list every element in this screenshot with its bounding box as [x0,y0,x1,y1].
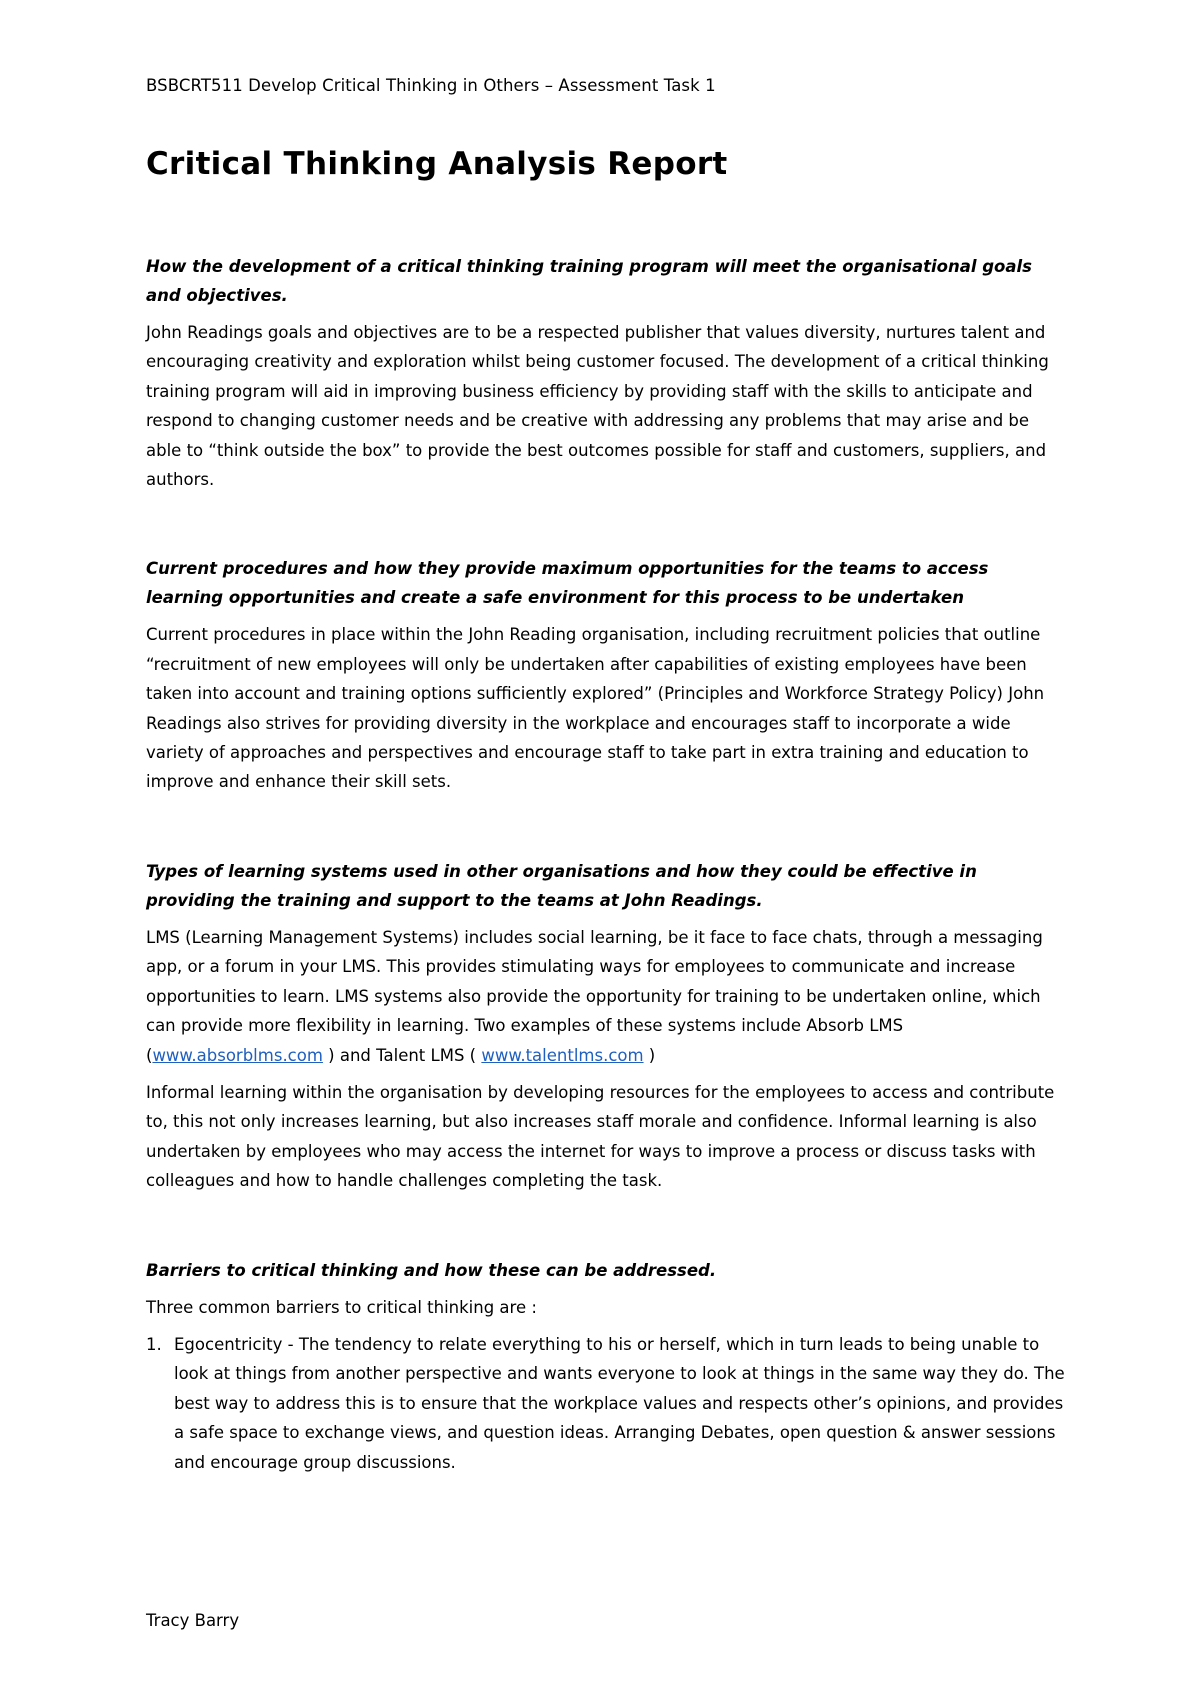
section-paragraph: Current procedures in place within the John Reading organisation, including recruitment policies that outline “recruitment of new employees will only be undertaken after capabilities of existing employees have been taken into account and training options sufficiently explored” (Principles and Workforce Strategy Policy) John Readings also strives for providing diversity in the workplace and encourages staff to incorporate a wide variety of approaches and perspectives and encourage staff to take part in extra training and education to improve and enhance their skill sets. [146,625,1045,792]
page-title: Critical Thinking Analysis Report [146,146,728,182]
section-paragraph-lms [146,923,1066,1070]
talentlms-link[interactable]: www.talentlms.com [481,1045,644,1065]
barriers-intro: Three common barriers to critical thinking are : [146,1297,537,1317]
section-barriers [146,1256,1066,1477]
section-heading: Types of learning systems used in other organisations and how they could be effective in providing the training and support to the teams at John Readings. [146,861,977,910]
list-item-number: 1. [146,1334,162,1354]
document-page [146,0,1066,1698]
section-paragraph: John Readings goals and objectives are to be a respected publisher that values diversity, nurtures talent and encouraging creativity and exploration whilst being customer focused. The development of a critical thinking training program will aid in improving business efficiency by providing staff with the skills to anticipate and respond to changing customer needs and be creative with addressing any problems that may arise and be able to “think outside the box” to provide the best outcomes possible for staff and customers, suppliers, and authors. [146,323,1049,490]
section-paragraph-informal: Informal learning within the organisation by developing resources for the employees to access and contribute to, this not only increases learning, but also increases staff morale and confidence. Informal learning is also undertaken by employees who may access the internet for ways to improve a process or discuss tasks with colleagues and how to handle challenges completing the task. [146,1082,1055,1191]
barriers-list [146,1330,1066,1477]
page-header: BSBCRT511 Develop Critical Thinking in Others – Assessment Task 1 [146,76,716,95]
section-heading: Barriers to critical thinking and how these can be addressed. [146,1260,717,1280]
document-body [146,252,1066,1477]
section-learning-systems [146,857,1066,1196]
section-spacer [146,1204,1066,1256]
section-current-procedures [146,554,1066,796]
section-organisational-goals [146,252,1066,494]
list-item-text: Egocentricity - The tendency to relate everything to his or herself, which in turn leads to being unable to look at things from another perspective and wants everyone to look at things in the same way they do. The best way to address this is to ensure that the workplace values and respects other’s opinions, and provides a safe space to exchange views, and question ideas. Arranging Debates, open question & answer sessions and encourage group discussions. [174,1334,1065,1472]
lms-text-middle: ) and Talent LMS ( [322,1045,482,1065]
section-heading: How the development of a critical thinking training program will meet the organisational goals and objectives. [146,257,1032,305]
section-spacer [146,502,1066,554]
section-spacer [146,805,1066,857]
section-heading: Current procedures and how they provide maximum opportunities for the teams to access learning opportunities and create a safe environment for this process to be undertaken [146,559,989,608]
lms-text-after: ) [643,1045,656,1065]
page-footer-author: Tracy Barry [146,1611,240,1630]
list-item [146,1330,1066,1477]
lms-text-before: LMS (Learning Management Systems) includes social learning, be it face to face chats, through a messaging app, or a forum in your LMS. This provides stimulating ways for employees to communicate and increase opportunities to learn. LMS systems also provide the opportunity for training to be undertaken online, which can provide more flexibility in learning. Two examples of these systems include Absorb LMS ( [146,927,1043,1065]
absorblms-link[interactable]: www.absorblms.com [152,1045,323,1065]
